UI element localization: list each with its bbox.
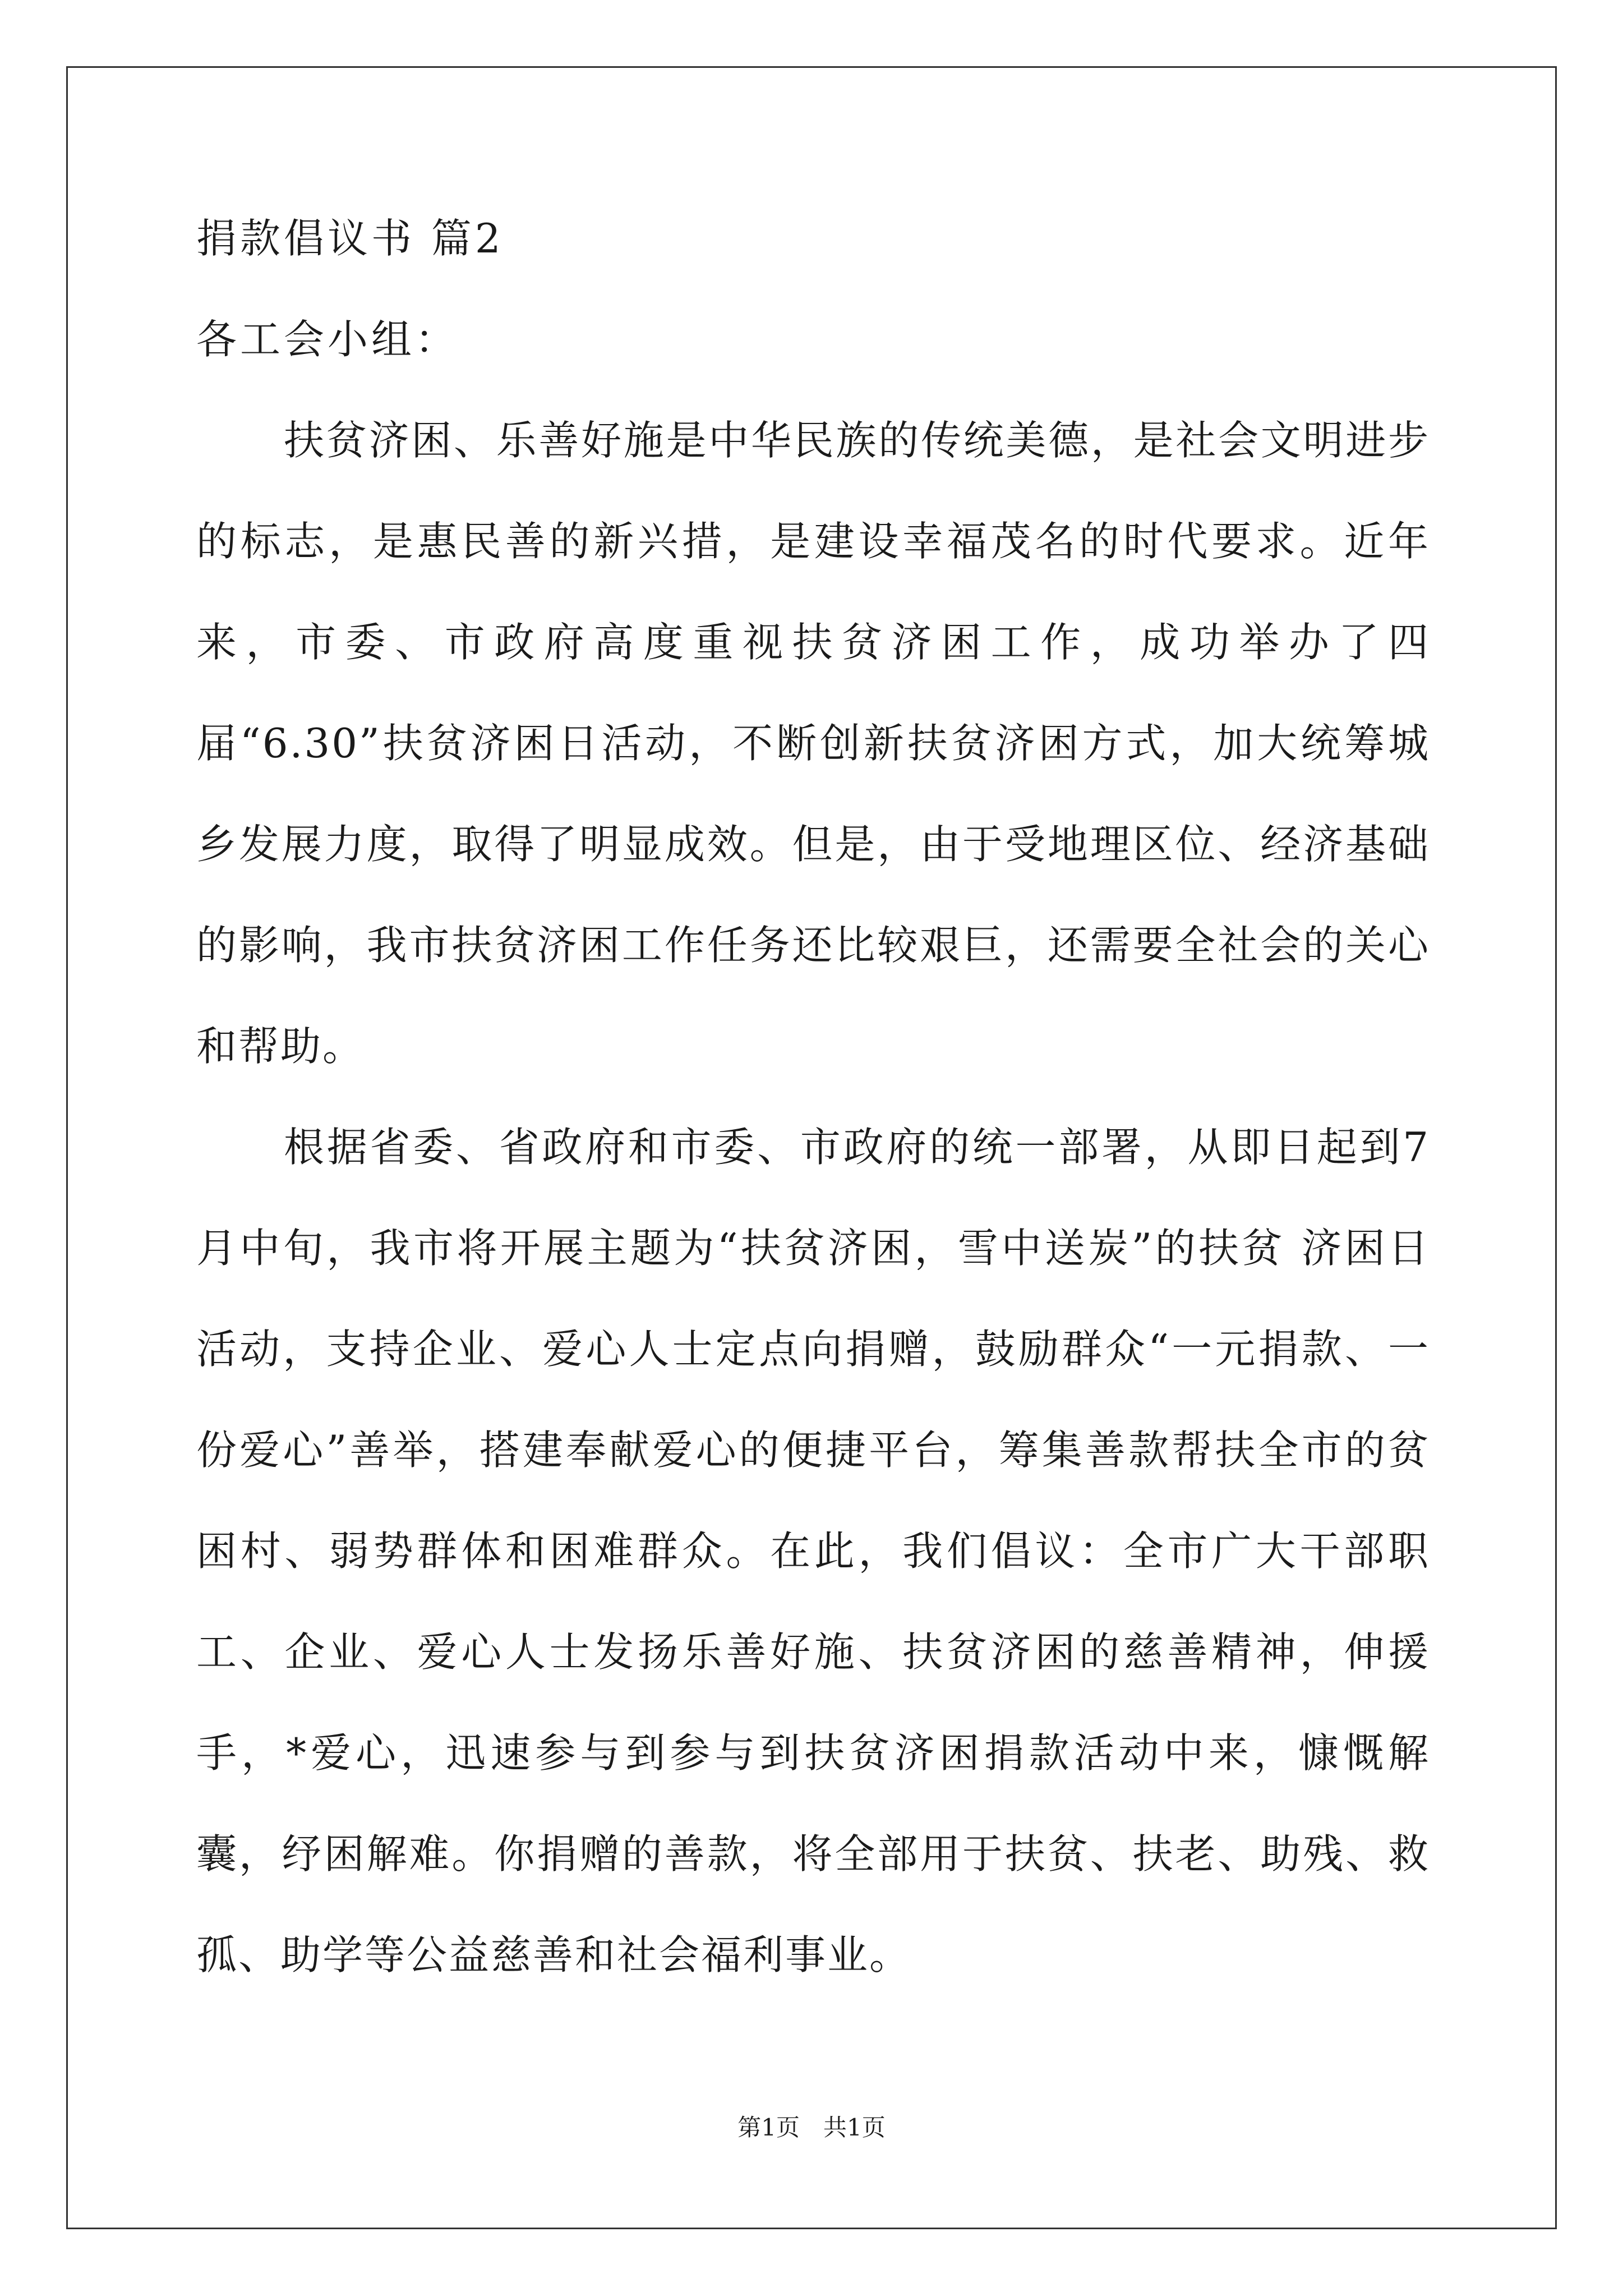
page-footer: 第1页 共1页 <box>737 2114 886 2141</box>
document-title: 捐款倡议书 篇2 <box>196 215 504 262</box>
salutation: 各工会小组： <box>196 316 459 363</box>
paragraph-1: 扶贫济困、乐善好施是中华民族的传统美德，是社会文明进步的标志，是惠民善的新兴措，是建设幸福茂名的时代要求。近年来，市委、市政府高度重视扶贫济困工作，成功举办了四届“6.30”扶贫济困日活动，不断创新扶贫济困方式，加大统筹城乡发展力度，取得了明显成效。但是，由于受地理区位、经济基础的影响，我市扶贫济困工作任务还比较艰巨，还需要全社会的关心和帮助。 <box>196 417 1430 1070</box>
paragraph-2: 根据省委、省政府和市委、市政府的统一部署，从即日起到7月中旬，我市将开展主题为“扶贫济困，雪中送炭”的扶贫 济困日活动，支持企业、爱心人士定点向捐赠，鼓励群众“一元捐款、一份爱心”善举，搭建奉献爱心的便捷平台，筹集善款帮扶全市的贫困村、弱势群体和困难群众。在此，我们倡议：全市广大干部职工、企业、爱心人士发扬乐善好施、扶贫济困的慈善精神，伸援手，*爱心，迅速参与到参与到扶贫济困捐款活动中来，慷慨解囊，纾困解难。你捐赠的善款，将全部用于扶贫、扶老、助残、救孤、助学等公益慈善和社会福利事业。 <box>196 1124 1430 1978</box>
document-body <box>196 213 1430 2005</box>
